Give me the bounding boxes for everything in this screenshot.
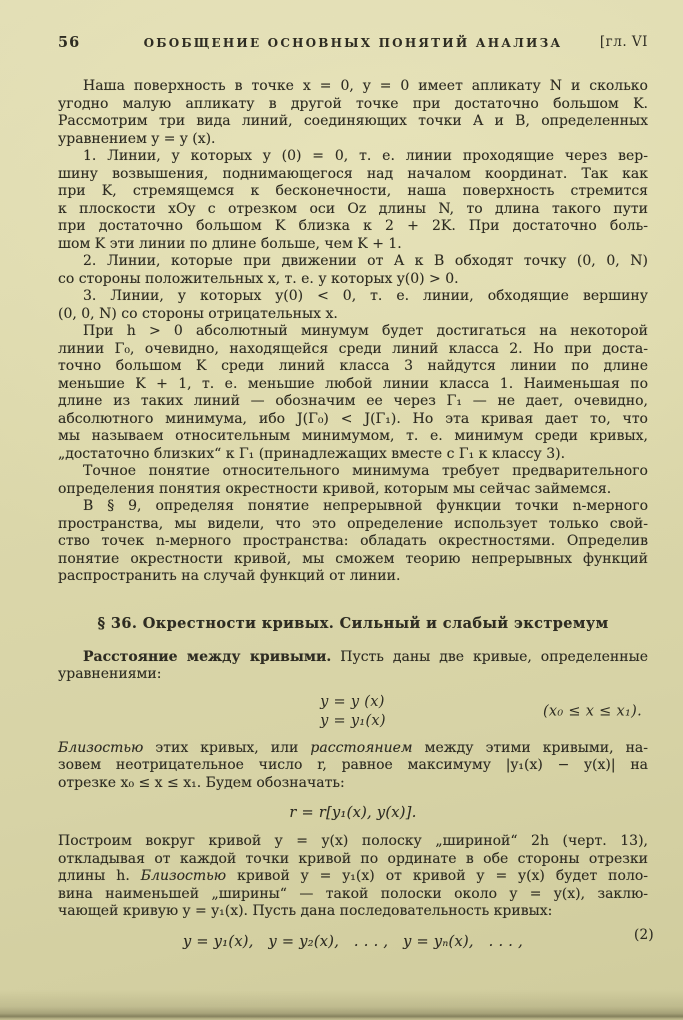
text-line: распространить на случай функций от линии. [58,568,401,584]
text-line: длине из таких линий — обозначим ее через Γ₁ — не дает, очевидно, [58,393,648,409]
text-line: уравнением y = y (x). [58,130,216,147]
equation-system [58,693,648,732]
paragraph-minimum [58,323,648,463]
distance-formula: r = r[y₁(x), y(x)]. [289,805,417,821]
text-segment: этих кривых, или [143,739,311,756]
running-header [58,32,648,52]
text-line: отрезке x₀ ≤ x ≤ x₁. Будем обозначать: [58,774,345,791]
text-segment: между этими кривыми, на- [412,739,648,756]
running-title: ОБОБЩЕНИЕ ОСНОВНЫХ ПОНЯТИЙ АНАЛИЗА [143,36,563,50]
text-line: шину возвышения, поднимающегося над началом координат. Так как [58,165,648,182]
page-number: 56 [58,34,81,51]
text-line: угодно малую апликату в другой точке при достаточно большом K. [58,95,648,112]
text-line: зовем неотрицательное число r, равное максимуму |y₁(x) − y(x)| на [58,757,648,773]
section-heading: § 36. Окрестности кривых. Сильный и слабый экстремум [97,614,609,632]
paragraph-exact-notion [58,463,648,498]
text-line: уравнениями: [58,666,162,682]
text-line: линии Γ₀, очевидно, находящейся среди линий класса 2. Но при доста- [58,340,648,357]
text-line [58,649,648,667]
text-line: пространства, мы видели, что это определение использует только свой- [58,515,648,532]
text-line [58,740,648,758]
text-line [58,868,648,886]
italic-term: расстоянием [310,739,413,756]
italic-term: Близостью [140,868,227,884]
text-line: меньшие K + 1, т. е. меньшие любой линии класса 1. Наименьшая по [58,375,648,392]
text-line: Рассмотрим три вида линий, соединяющих точки A и B, определенных [58,113,648,129]
text-line: абсолютного минимума, ибо J(Γ₀) < J(Γ₁). Но эта кривая дает то, что [58,410,648,427]
text-line: при достаточно большом K близка к 2 + 2K. При достаточно боль- [58,218,648,234]
paragraph-distance-between-curves [58,649,648,684]
text-line: ство точек n-мерного пространства: обладать окрестностями. Определив [58,533,648,549]
text-line: к плоскости xOy с отрезком оси Oz длины N, то длина такого пути [58,200,648,217]
paragraph-item-2 [58,253,648,288]
sequence-formula: y = y₁(x), y = y₂(x), . . . , y = yₙ(x), . . . , [183,933,523,950]
text-line: (0, 0, N) со стороны отрицательных x. [58,305,338,322]
paragraph-strip [58,833,648,921]
equation-line-1: y = y (x) [320,693,385,710]
text-line: „достаточно близких“ к Γ₁ (принадлежащих вместе с Γ₁ к классу 3). [58,445,566,462]
paragraph-section9 [58,498,648,586]
paragraph-closeness [58,740,648,793]
text-line: При h > 0 абсолютный минумум будет достигаться на некоторой [83,323,648,339]
text-line: Наша поверхность в точке x = 0, y = 0 имеет апликату N и сколько [83,78,648,94]
text-line: В § 9, определяя понятие непрерывной функции точки n-мерного [83,498,648,514]
bold-lead: Расстояние между кривыми. [83,648,332,665]
text-line: 2. Линии, которые при движении от A к B обходят точку (0, 0, N) [83,253,648,269]
italic-term: Близостью [58,739,144,756]
text-line: шом K эти линии по длине больше, чем K + 1. [58,235,402,252]
text-line: Точное понятие относительного минимума требует предварительного [83,463,648,479]
text-line: точно большом K среди линий класса 3 найдутся линии по длине [58,358,648,374]
text-line: понятие окрестности кривой, мы сможем теорию непрерывных функций [58,550,648,567]
text-line: Построим вокруг кривой y = y(x) полоску „шириной“ 2h (черт. 13), [58,833,648,849]
text-line: определения понятия окрестности кривой, которым мы сейчас займемся. [58,480,612,497]
equation-domain-condition: (x₀ ≤ x ≤ x₁). [542,703,642,720]
text-line: чающей кривую y = y₁(x). Пусть дана последовательность кривых: [58,903,553,919]
equation-number-label: (2) [633,926,654,943]
equation-lines [320,693,386,732]
text-line: со стороны положительных x, т. е. у которых y(0) > 0. [58,270,459,287]
text-line: 1. Линии, у которых y (0) = 0, т. е. линии проходящие через вер- [83,148,648,164]
page-content [58,32,654,950]
text-line: откладывая от каждой точки кривой по ординате в обе стороны отрезки [58,850,648,867]
equation-line-2: y = y₁(x) [320,713,386,729]
text-segment: кривой y = y₁(x) от кривой y = y(x) будет поло- [226,868,648,884]
paragraph-surface [58,78,648,148]
chapter-reference: [гл. VI [599,34,648,50]
text-line: 3. Линии, у которых y(0) < 0, т. е. линии, обходящие вершину [83,288,648,304]
sequence-equation [58,926,654,950]
text-line: мы называем относительным минимумом, т. е. минимум среди кривых, [58,428,648,444]
paragraph-item-3 [58,288,648,323]
page-bottom-scan-shadow [0,990,683,1020]
text-segment: длины h. [58,868,141,884]
text-line: вина наименьшей „ширины“ — такой полоски около y = y(x), заклю- [58,885,648,902]
text-segment: Пусть даны две кривые, определенные [331,648,648,665]
text-line: при K, стремящемся к бесконечности, наша поверхность стремится [58,183,648,199]
paragraph-item-1 [58,148,648,253]
